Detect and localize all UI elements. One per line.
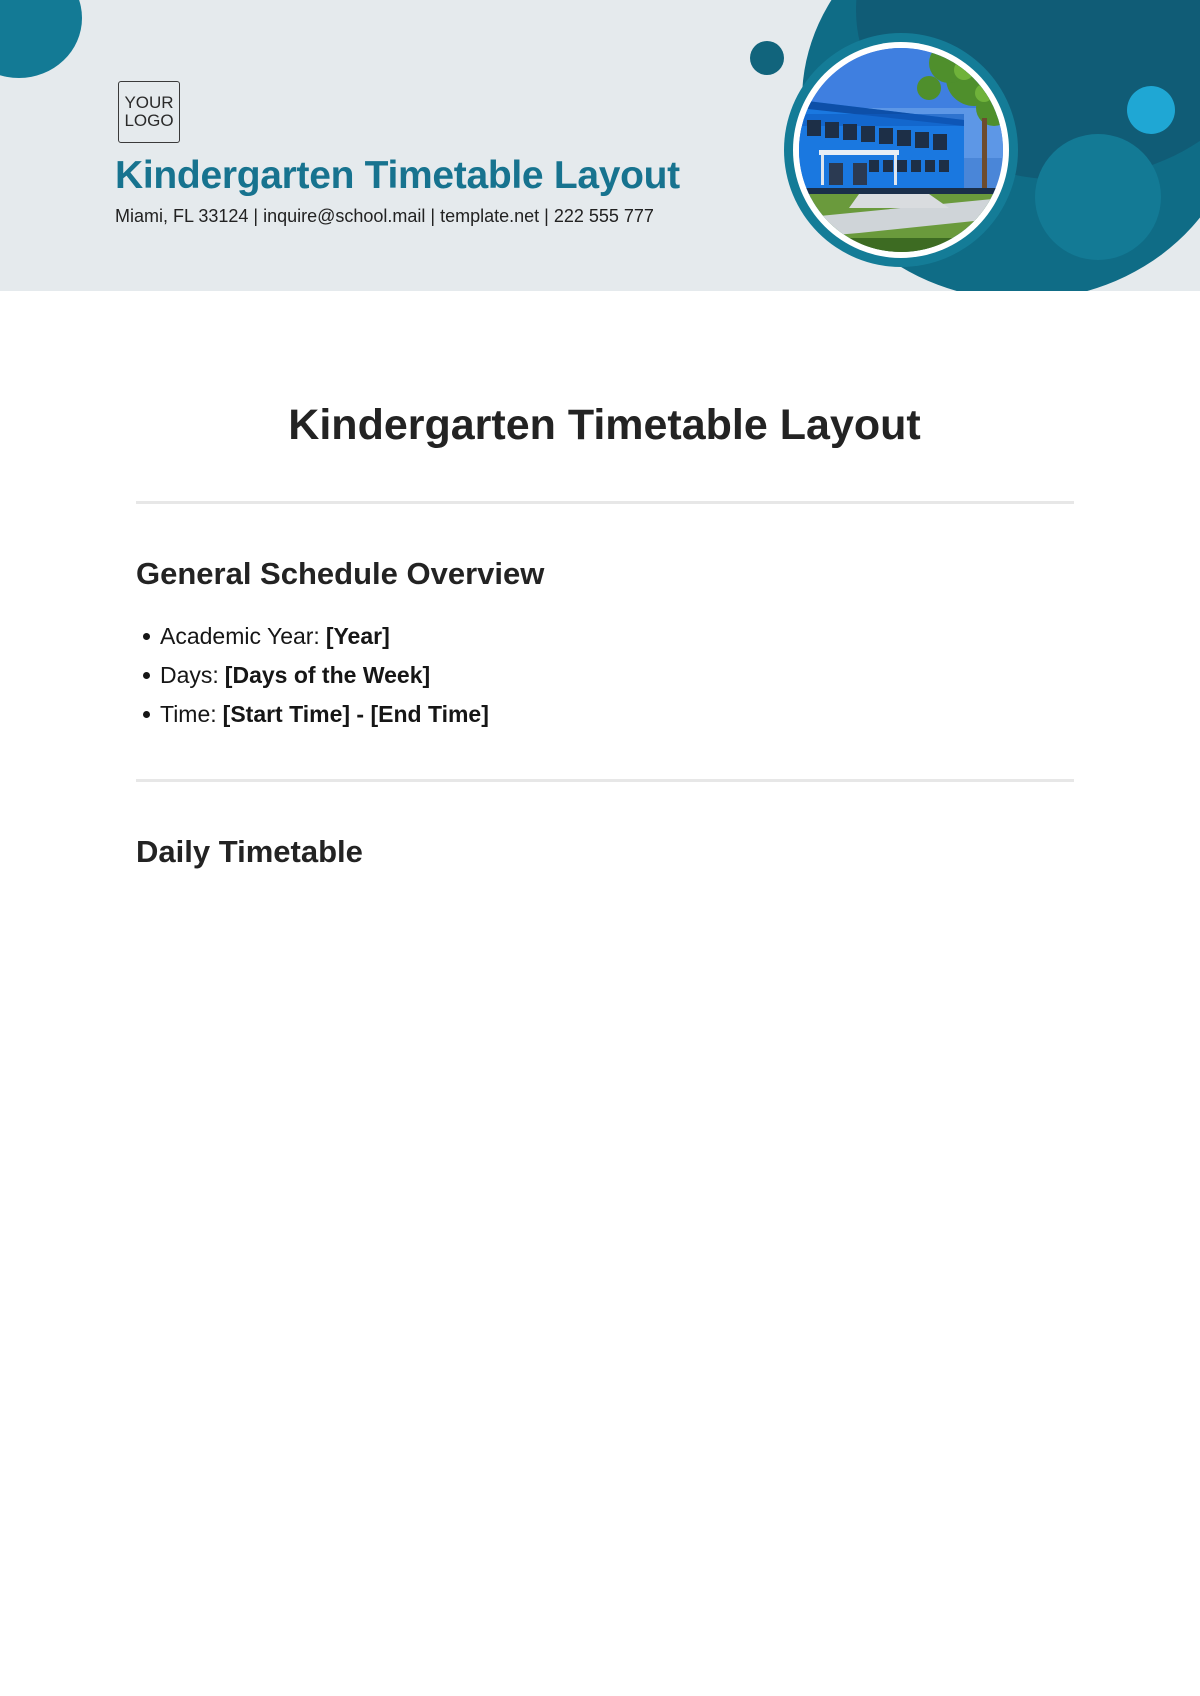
letterhead-title: Kindergarten Timetable Layout bbox=[115, 154, 680, 197]
section-heading-overview: General Schedule Overview bbox=[136, 556, 545, 591]
bullet-icon bbox=[143, 711, 150, 718]
list-item bbox=[136, 695, 489, 734]
list-item bbox=[136, 617, 489, 656]
bullet-icon bbox=[143, 633, 150, 640]
decorative-circle bbox=[1127, 86, 1175, 134]
item-value: [Days of the Week] bbox=[224, 662, 431, 688]
item-label: Time: bbox=[160, 701, 217, 727]
bullet-icon bbox=[143, 672, 150, 679]
overview-list bbox=[136, 617, 489, 734]
letterhead bbox=[0, 0, 1200, 291]
divider bbox=[136, 779, 1074, 782]
decorative-circle bbox=[0, 0, 82, 78]
logo-text-line2: LOGO bbox=[124, 111, 174, 130]
decorative-circle bbox=[750, 41, 784, 75]
item-label: Days: bbox=[160, 662, 219, 688]
school-building-photo bbox=[799, 48, 1003, 252]
company-logo bbox=[118, 81, 180, 143]
decorative-circle bbox=[1035, 134, 1161, 260]
item-value: [Year] bbox=[325, 623, 390, 649]
list-item bbox=[136, 656, 489, 695]
item-label: Academic Year: bbox=[160, 623, 320, 649]
contact-info: Miami, FL 33124 | inquire@school.mail | template.net | 222 555 777 bbox=[115, 206, 654, 226]
logo-text-line1: YOUR bbox=[124, 93, 174, 112]
section-heading-daily-timetable: Daily Timetable bbox=[136, 834, 363, 869]
item-value: [Start Time] - [End Time] bbox=[222, 701, 489, 727]
photo-frame bbox=[784, 33, 1018, 267]
document-title: Kindergarten Timetable Layout bbox=[288, 401, 921, 449]
divider bbox=[136, 501, 1074, 504]
